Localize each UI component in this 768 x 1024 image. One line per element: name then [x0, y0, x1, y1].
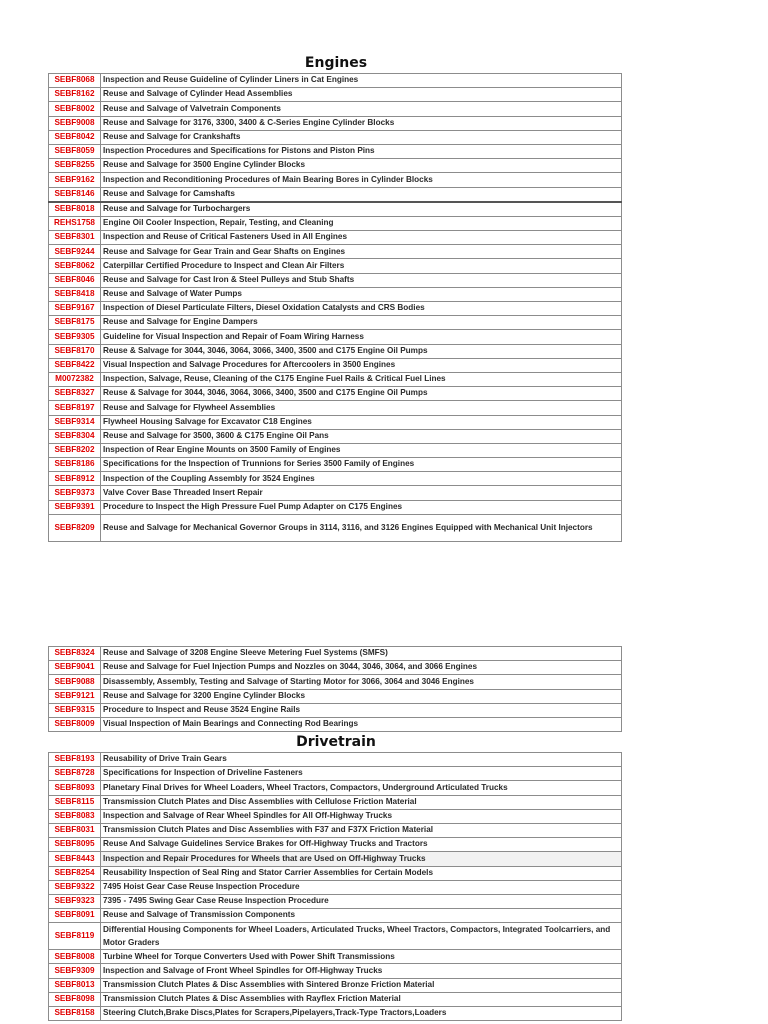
- document-code: SEBF8002: [49, 102, 101, 116]
- document-description: Procedure to Inspect and Reuse 3524 Engine Rails: [101, 703, 622, 717]
- document-description: Inspection of Diesel Particulate Filters, Diesel Oxidation Catalysts and CRS Bodies: [101, 302, 622, 316]
- document-description: Reuse and Salvage for Mechanical Governor Groups in 3114, 3116, and 3126 Engines Equipped with Mechanical Unit Injectors: [101, 514, 622, 541]
- table-row: [49, 245, 622, 259]
- document-code: SEBF8170: [49, 344, 101, 358]
- table-row: [49, 287, 622, 301]
- document-code: SEBF8008: [49, 950, 101, 964]
- document-code: SEBF8095: [49, 838, 101, 852]
- table-row: [49, 74, 622, 88]
- table-row: [49, 823, 622, 837]
- document-description: Reuse and Salvage for Flywheel Assemblies: [101, 401, 622, 415]
- document-description: Inspection and Salvage of Rear Wheel Spindles for All Off-Highway Trucks: [101, 809, 622, 823]
- document-code: SEBF8327: [49, 387, 101, 401]
- table-row: [49, 358, 622, 372]
- table-row: [49, 647, 622, 661]
- document-code: SEBF8115: [49, 795, 101, 809]
- document-description: Planetary Final Drives for Wheel Loaders, Wheel Tractors, Compactors, Underground Articulated Trucks: [101, 781, 622, 795]
- document-description: Inspection of Rear Engine Mounts on 3500 Family of Engines: [101, 443, 622, 457]
- table-row: [49, 852, 622, 866]
- document-code: SEBF9315: [49, 703, 101, 717]
- drivetrain-table: [48, 752, 622, 1021]
- document-code: SEBF8912: [49, 472, 101, 486]
- document-code: SEBF9309: [49, 964, 101, 978]
- document-description: Transmission Clutch Plates & Disc Assemblies with Sintered Bronze Friction Material: [101, 978, 622, 992]
- document-code: SEBF8119: [49, 923, 101, 950]
- document-description: 7395 - 7495 Swing Gear Case Reuse Inspection Procedure: [101, 894, 622, 908]
- table-row: [49, 202, 622, 217]
- document-code: SEBF8324: [49, 647, 101, 661]
- document-code: M0072382: [49, 372, 101, 386]
- document-description: Reuse & Salvage for 3044, 3046, 3064, 3066, 3400, 3500 and C175 Engine Oil Pumps: [101, 387, 622, 401]
- document-description: Reuse and Salvage of Transmission Components: [101, 909, 622, 923]
- table-row: [49, 273, 622, 287]
- document-description: Procedure to Inspect the High Pressure Fuel Pump Adapter on C175 Engines: [101, 500, 622, 514]
- document-code: SEBF8304: [49, 429, 101, 443]
- document-description: Reuse and Salvage for 3500 Engine Cylinder Blocks: [101, 159, 622, 173]
- document-description: Turbine Wheel for Torque Converters Used with Power Shift Transmissions: [101, 950, 622, 964]
- document-code: SEBF8158: [49, 1007, 101, 1021]
- table-row: [49, 923, 622, 950]
- document-code: SEBF8254: [49, 866, 101, 880]
- document-code: SEBF8162: [49, 88, 101, 102]
- document-description: Reuse and Salvage for Fuel Injection Pumps and Nozzles on 3044, 3046, 3064, and 3066 Engines: [101, 661, 622, 675]
- document-description: Reuse & Salvage for 3044, 3046, 3064, 3066, 3400, 3500 and C175 Engine Oil Pumps: [101, 344, 622, 358]
- document-description: Visual Inspection of Main Bearings and Connecting Rod Bearings: [101, 717, 622, 731]
- document-code: SEBF9314: [49, 415, 101, 429]
- document-code: SEBF8443: [49, 852, 101, 866]
- table-row: [49, 950, 622, 964]
- table-row: [49, 116, 622, 130]
- table-row: [49, 675, 622, 689]
- table-row: [49, 992, 622, 1006]
- document-description: Specifications for the Inspection of Trunnions for Series 3500 Family of Engines: [101, 458, 622, 472]
- document-code: SEBF9167: [49, 302, 101, 316]
- table-row: [49, 216, 622, 230]
- document-description: Reusability of Drive Train Gears: [101, 753, 622, 767]
- document-code: SEBF9323: [49, 894, 101, 908]
- document-code: SEBF8209: [49, 514, 101, 541]
- document-description: Transmission Clutch Plates and Disc Assemblies with Cellulose Friction Material: [101, 795, 622, 809]
- document-description: 7495 Hoist Gear Case Reuse Inspection Procedure: [101, 880, 622, 894]
- document-description: Reuse and Salvage of Valvetrain Components: [101, 102, 622, 116]
- document-description: Inspection Procedures and Specifications for Pistons and Piston Pins: [101, 144, 622, 158]
- document-description: Reuse and Salvage of Water Pumps: [101, 287, 622, 301]
- table-row: [49, 703, 622, 717]
- document-code: SEBF8186: [49, 458, 101, 472]
- engines-table: [48, 73, 622, 542]
- table-row: [49, 486, 622, 500]
- table-row: [49, 809, 622, 823]
- document-code: SEBF8009: [49, 717, 101, 731]
- document-description: Disassembly, Assembly, Testing and Salvage of Starting Motor for 3066, 3064 and 3046 Engines: [101, 675, 622, 689]
- document-description: Reusability Inspection of Seal Ring and Stator Carrier Assemblies for Certain Models: [101, 866, 622, 880]
- document-description: Inspection and Reuse of Critical Fasteners Used in All Engines: [101, 231, 622, 245]
- document-code: SEBF8301: [49, 231, 101, 245]
- document-description: Flywheel Housing Salvage for Excavator C18 Engines: [101, 415, 622, 429]
- document-code: SEBF9373: [49, 486, 101, 500]
- document-code: SEBF9121: [49, 689, 101, 703]
- table-row: [49, 302, 622, 316]
- document-description: Engine Oil Cooler Inspection, Repair, Testing, and Cleaning: [101, 216, 622, 230]
- table-row: [49, 458, 622, 472]
- document-description: Visual Inspection and Salvage Procedures for Aftercoolers in 3500 Engines: [101, 358, 622, 372]
- table-row: [49, 187, 622, 202]
- table-row: [49, 866, 622, 880]
- table-row: [49, 415, 622, 429]
- document-code: SEBF8422: [49, 358, 101, 372]
- document-description: Transmission Clutch Plates & Disc Assemblies with Rayflex Friction Material: [101, 992, 622, 1006]
- table-row: [49, 880, 622, 894]
- engines-continued-table: [48, 646, 622, 732]
- table-row: [49, 316, 622, 330]
- document-description: Reuse and Salvage for 3200 Engine Cylinder Blocks: [101, 689, 622, 703]
- document-description: Inspection and Salvage of Front Wheel Spindles for Off-Highway Trucks: [101, 964, 622, 978]
- document-code: SEBF9244: [49, 245, 101, 259]
- table-row: [49, 173, 622, 187]
- table-row: [49, 514, 622, 541]
- document-description: Reuse and Salvage for 3176, 3300, 3400 & C-Series Engine Cylinder Blocks: [101, 116, 622, 130]
- document-description: Guideline for Visual Inspection and Repair of Foam Wiring Harness: [101, 330, 622, 344]
- table-row: [49, 781, 622, 795]
- table-row: [49, 795, 622, 809]
- document-code: SEBF8728: [49, 767, 101, 781]
- document-description: Reuse and Salvage of Cylinder Head Assemblies: [101, 88, 622, 102]
- document-code: SEBF8197: [49, 401, 101, 415]
- drivetrain-section-title: Drivetrain: [296, 734, 376, 750]
- document-description: Reuse and Salvage for Cast Iron & Steel Pulleys and Stub Shafts: [101, 273, 622, 287]
- table-row: [49, 387, 622, 401]
- document-code: SEBF8031: [49, 823, 101, 837]
- engines-section-title: Engines: [304, 55, 368, 71]
- document-code: SEBF8083: [49, 809, 101, 823]
- table-row: [49, 130, 622, 144]
- document-description: Transmission Clutch Plates and Disc Assemblies with F37 and F37X Friction Material: [101, 823, 622, 837]
- table-row: [49, 344, 622, 358]
- document-description: Reuse and Salvage for 3500, 3600 & C175 Engine Oil Pans: [101, 429, 622, 443]
- document-code: SEBF8013: [49, 978, 101, 992]
- document-code: SEBF8255: [49, 159, 101, 173]
- table-row: [49, 372, 622, 386]
- table-row: [49, 894, 622, 908]
- table-row: [49, 978, 622, 992]
- table-row: [49, 661, 622, 675]
- document-code: SEBF9008: [49, 116, 101, 130]
- document-description: Inspection, Salvage, Reuse, Cleaning of the C175 Engine Fuel Rails & Critical Fuel Lines: [101, 372, 622, 386]
- document-code: SEBF8146: [49, 187, 101, 202]
- table-row: [49, 1007, 622, 1021]
- table-row: [49, 159, 622, 173]
- document-code: SEBF8418: [49, 287, 101, 301]
- document-description: Inspection of the Coupling Assembly for 3524 Engines: [101, 472, 622, 486]
- table-row: [49, 964, 622, 978]
- document-description: Reuse and Salvage for Engine Dampers: [101, 316, 622, 330]
- document-description: Inspection and Repair Procedures for Wheels that are Used on Off-Highway Trucks: [101, 852, 622, 866]
- document-code: SEBF8068: [49, 74, 101, 88]
- document-description: Caterpillar Certified Procedure to Inspect and Clean Air Filters: [101, 259, 622, 273]
- document-description: Reuse and Salvage for Turbochargers: [101, 202, 622, 217]
- document-code: SEBF9322: [49, 880, 101, 894]
- document-code: SEBF9162: [49, 173, 101, 187]
- table-row: [49, 429, 622, 443]
- table-row: [49, 717, 622, 731]
- document-description: Reuse and Salvage for Gear Train and Gear Shafts on Engines: [101, 245, 622, 259]
- document-description: Inspection and Reuse Guideline of Cylinder Liners in Cat Engines: [101, 74, 622, 88]
- document-description: Inspection and Reconditioning Procedures of Main Bearing Bores in Cylinder Blocks: [101, 173, 622, 187]
- table-row: [49, 144, 622, 158]
- document-code: SEBF8202: [49, 443, 101, 457]
- document-code: SEBF8018: [49, 202, 101, 217]
- document-code: SEBF8042: [49, 130, 101, 144]
- document-code: SEBF8098: [49, 992, 101, 1006]
- document-code: SEBF8093: [49, 781, 101, 795]
- table-row: [49, 500, 622, 514]
- table-row: [49, 689, 622, 703]
- document-code: SEBF9305: [49, 330, 101, 344]
- document-code: SEBF8175: [49, 316, 101, 330]
- document-code: SEBF9391: [49, 500, 101, 514]
- table-row: [49, 231, 622, 245]
- table-row: [49, 443, 622, 457]
- document-code: SEBF8062: [49, 259, 101, 273]
- table-row: [49, 909, 622, 923]
- table-row: [49, 401, 622, 415]
- document-description: Reuse And Salvage Guidelines Service Brakes for Off-Highway Trucks and Tractors: [101, 838, 622, 852]
- document-description: Specifications for Inspection of Driveline Fasteners: [101, 767, 622, 781]
- table-row: [49, 259, 622, 273]
- document-description: Differential Housing Components for Wheel Loaders, Articulated Trucks, Wheel Tractors, Compactors, Integrated Toolcarriers, and Motor Graders: [101, 923, 622, 950]
- document-description: Reuse and Salvage for Camshafts: [101, 187, 622, 202]
- document-code: SEBF8091: [49, 909, 101, 923]
- table-row: [49, 88, 622, 102]
- table-row: [49, 330, 622, 344]
- table-row: [49, 102, 622, 116]
- document-description: Reuse and Salvage for Crankshafts: [101, 130, 622, 144]
- document-code: REHS1758: [49, 216, 101, 230]
- document-description: Valve Cover Base Threaded Insert Repair: [101, 486, 622, 500]
- table-row: [49, 753, 622, 767]
- document-description: Reuse and Salvage of 3208 Engine Sleeve Metering Fuel Systems (SMFS): [101, 647, 622, 661]
- document-code: SEBF8046: [49, 273, 101, 287]
- table-row: [49, 472, 622, 486]
- document-description: Steering Clutch,Brake Discs,Plates for Scrapers,Pipelayers,Track-Type Tractors,Loaders: [101, 1007, 622, 1021]
- table-row: [49, 838, 622, 852]
- table-row: [49, 767, 622, 781]
- document-code: SEBF9088: [49, 675, 101, 689]
- document-code: SEBF9041: [49, 661, 101, 675]
- document-code: SEBF8059: [49, 144, 101, 158]
- document-code: SEBF8193: [49, 753, 101, 767]
